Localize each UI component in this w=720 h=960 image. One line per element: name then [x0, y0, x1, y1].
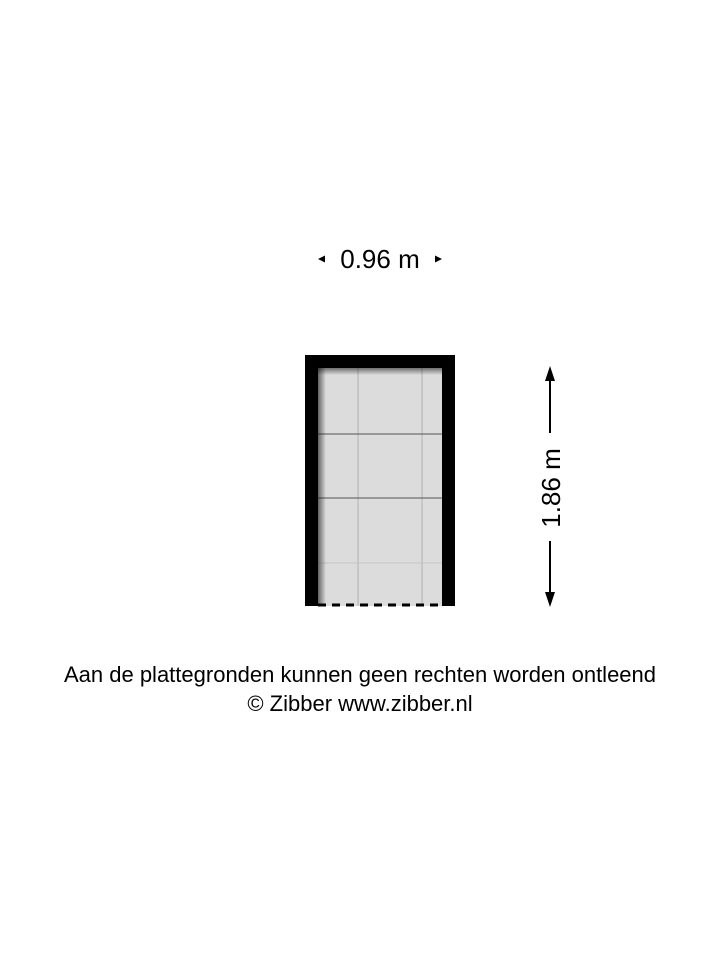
- width-arrow-left: [318, 256, 325, 263]
- width-dimension: [318, 244, 442, 274]
- wall-right: [442, 355, 455, 606]
- wall-shadow-left: [318, 368, 326, 606]
- disclaimer-text: Aan de plattegronden kunnen geen rechten worden ontleend: [63, 662, 657, 687]
- width-dimension-label: 0.96 m: [340, 244, 420, 274]
- depth-dimension: [536, 366, 566, 607]
- width-arrow-right: [435, 256, 442, 263]
- copyright-credit: © Zibber www.zibber.nl: [247, 691, 473, 716]
- wall-shadow-top: [318, 368, 442, 375]
- room: [305, 355, 455, 606]
- wall-left: [305, 355, 318, 606]
- depth-arrow-bottom: [545, 592, 555, 607]
- wall-top: [305, 355, 455, 368]
- depth-arrow-top: [545, 366, 555, 381]
- depth-dimension-label: 1.86 m: [536, 448, 566, 528]
- room-floor: [318, 368, 442, 606]
